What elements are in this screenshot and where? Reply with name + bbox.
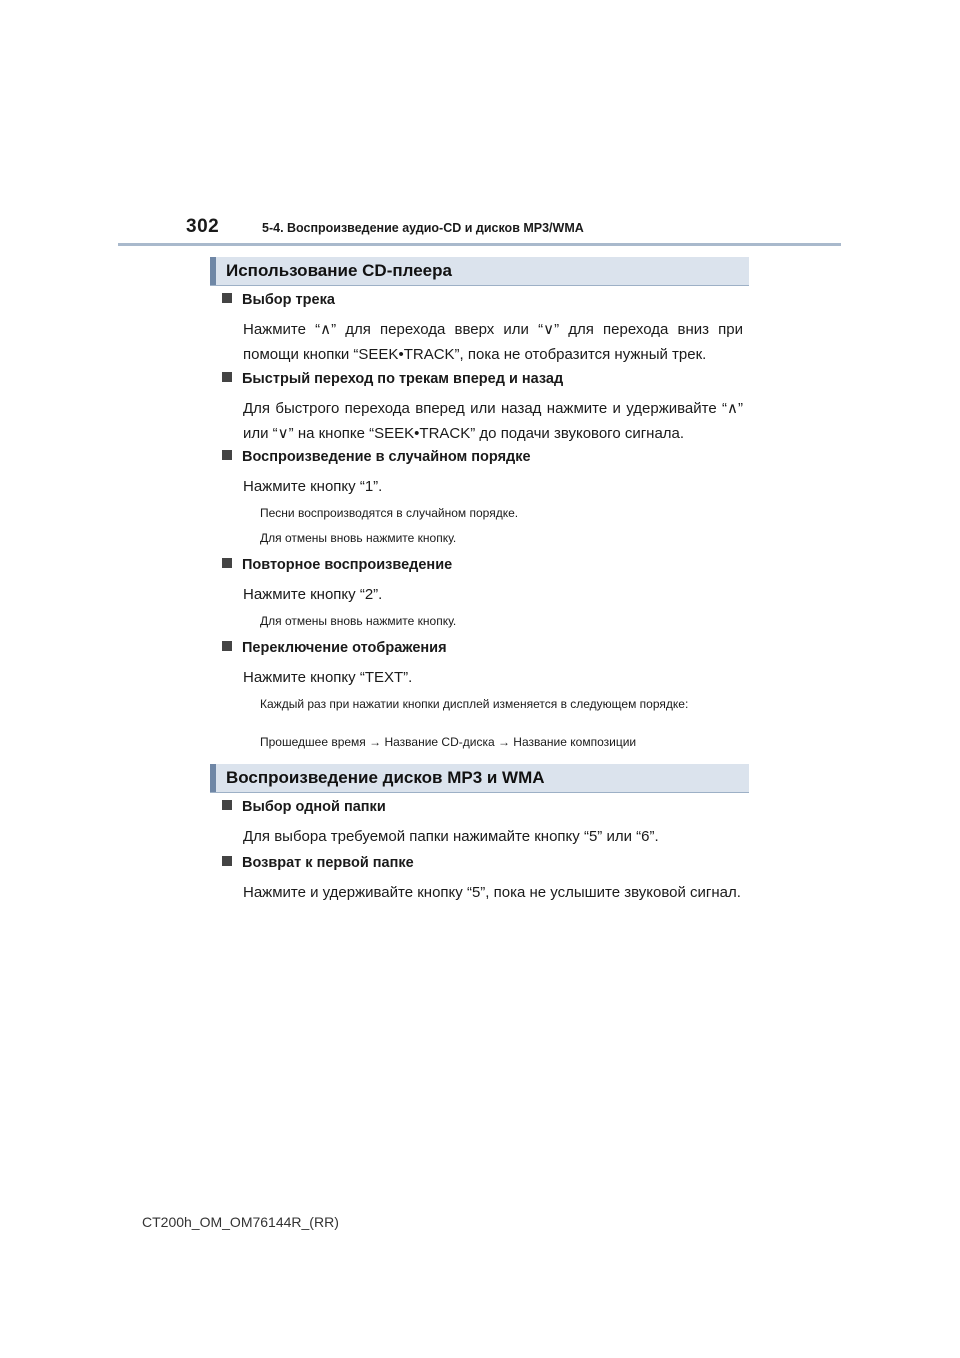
note: Каждый раз при нажатии кнопки дисплей изменяется в следующем порядке: bbox=[260, 697, 689, 711]
item-body: Нажмите кнопку “2”. bbox=[243, 586, 383, 603]
square-bullet-icon bbox=[222, 641, 232, 651]
item-body: Для быстрого перехода вперед или назад нажмите и удерживайте “∧” или “∨” на кнопке “SEEK•TRACK” до подачи звукового сигнала. bbox=[243, 400, 743, 442]
section-heading-cd-player bbox=[210, 257, 749, 286]
item-heading: Повторное воспроизведение bbox=[222, 557, 452, 573]
item-heading: Выбор одной папки bbox=[222, 799, 386, 815]
item-body: Нажмите и удерживайте кнопку “5”, пока не услышите звуковой сигнал. bbox=[243, 884, 741, 901]
item-body: Нажмите кнопку “TEXT”. bbox=[243, 669, 413, 686]
item-heading: Быстрый переход по трекам вперед и назад bbox=[222, 371, 563, 387]
square-bullet-icon bbox=[222, 293, 232, 303]
square-bullet-icon bbox=[222, 450, 232, 460]
section-accent bbox=[210, 257, 216, 285]
note: Песни воспроизводятся в случайном порядке. bbox=[260, 506, 519, 520]
header-divider bbox=[118, 243, 841, 246]
page-number: 302 bbox=[186, 216, 220, 237]
section-accent bbox=[210, 764, 216, 792]
item-heading: Воспроизведение в случайном порядке bbox=[222, 449, 531, 465]
item-body: Для выбора требуемой папки нажимайте кнопку “5” или “6”. bbox=[243, 828, 659, 845]
square-bullet-icon bbox=[222, 372, 232, 382]
item-heading: Возврат к первой папке bbox=[222, 855, 414, 871]
note: Для отмены вновь нажмите кнопку. bbox=[260, 531, 457, 545]
item-heading: Переключение отображения bbox=[222, 640, 447, 656]
section-title: Использование CD-плеера bbox=[226, 261, 452, 280]
item-heading: Выбор трека bbox=[222, 292, 335, 308]
section-heading-mp3-wma bbox=[210, 764, 749, 793]
note: Для отмены вновь нажмите кнопку. bbox=[260, 614, 457, 628]
square-bullet-icon bbox=[222, 856, 232, 866]
note: Прошедшее время → Название CD-диска → Название композиции bbox=[260, 735, 637, 749]
document-code: CT200h_OM_OM76144R_(RR) bbox=[142, 1214, 339, 1230]
item-body: Нажмите кнопку “1”. bbox=[243, 478, 383, 495]
chapter-title: 5-4. Воспроизведение аудио-CD и дисков MP3/WMA bbox=[262, 221, 584, 235]
square-bullet-icon bbox=[222, 558, 232, 568]
item-body: Нажмите “∧” для перехода вверх или “∨” для перехода вниз при помощи кнопки “SEEK•TRACK”, пока не отобразится нужный трек. bbox=[243, 321, 743, 363]
section-title: Воспроизведение дисков MP3 и WMA bbox=[226, 768, 545, 787]
square-bullet-icon bbox=[222, 800, 232, 810]
